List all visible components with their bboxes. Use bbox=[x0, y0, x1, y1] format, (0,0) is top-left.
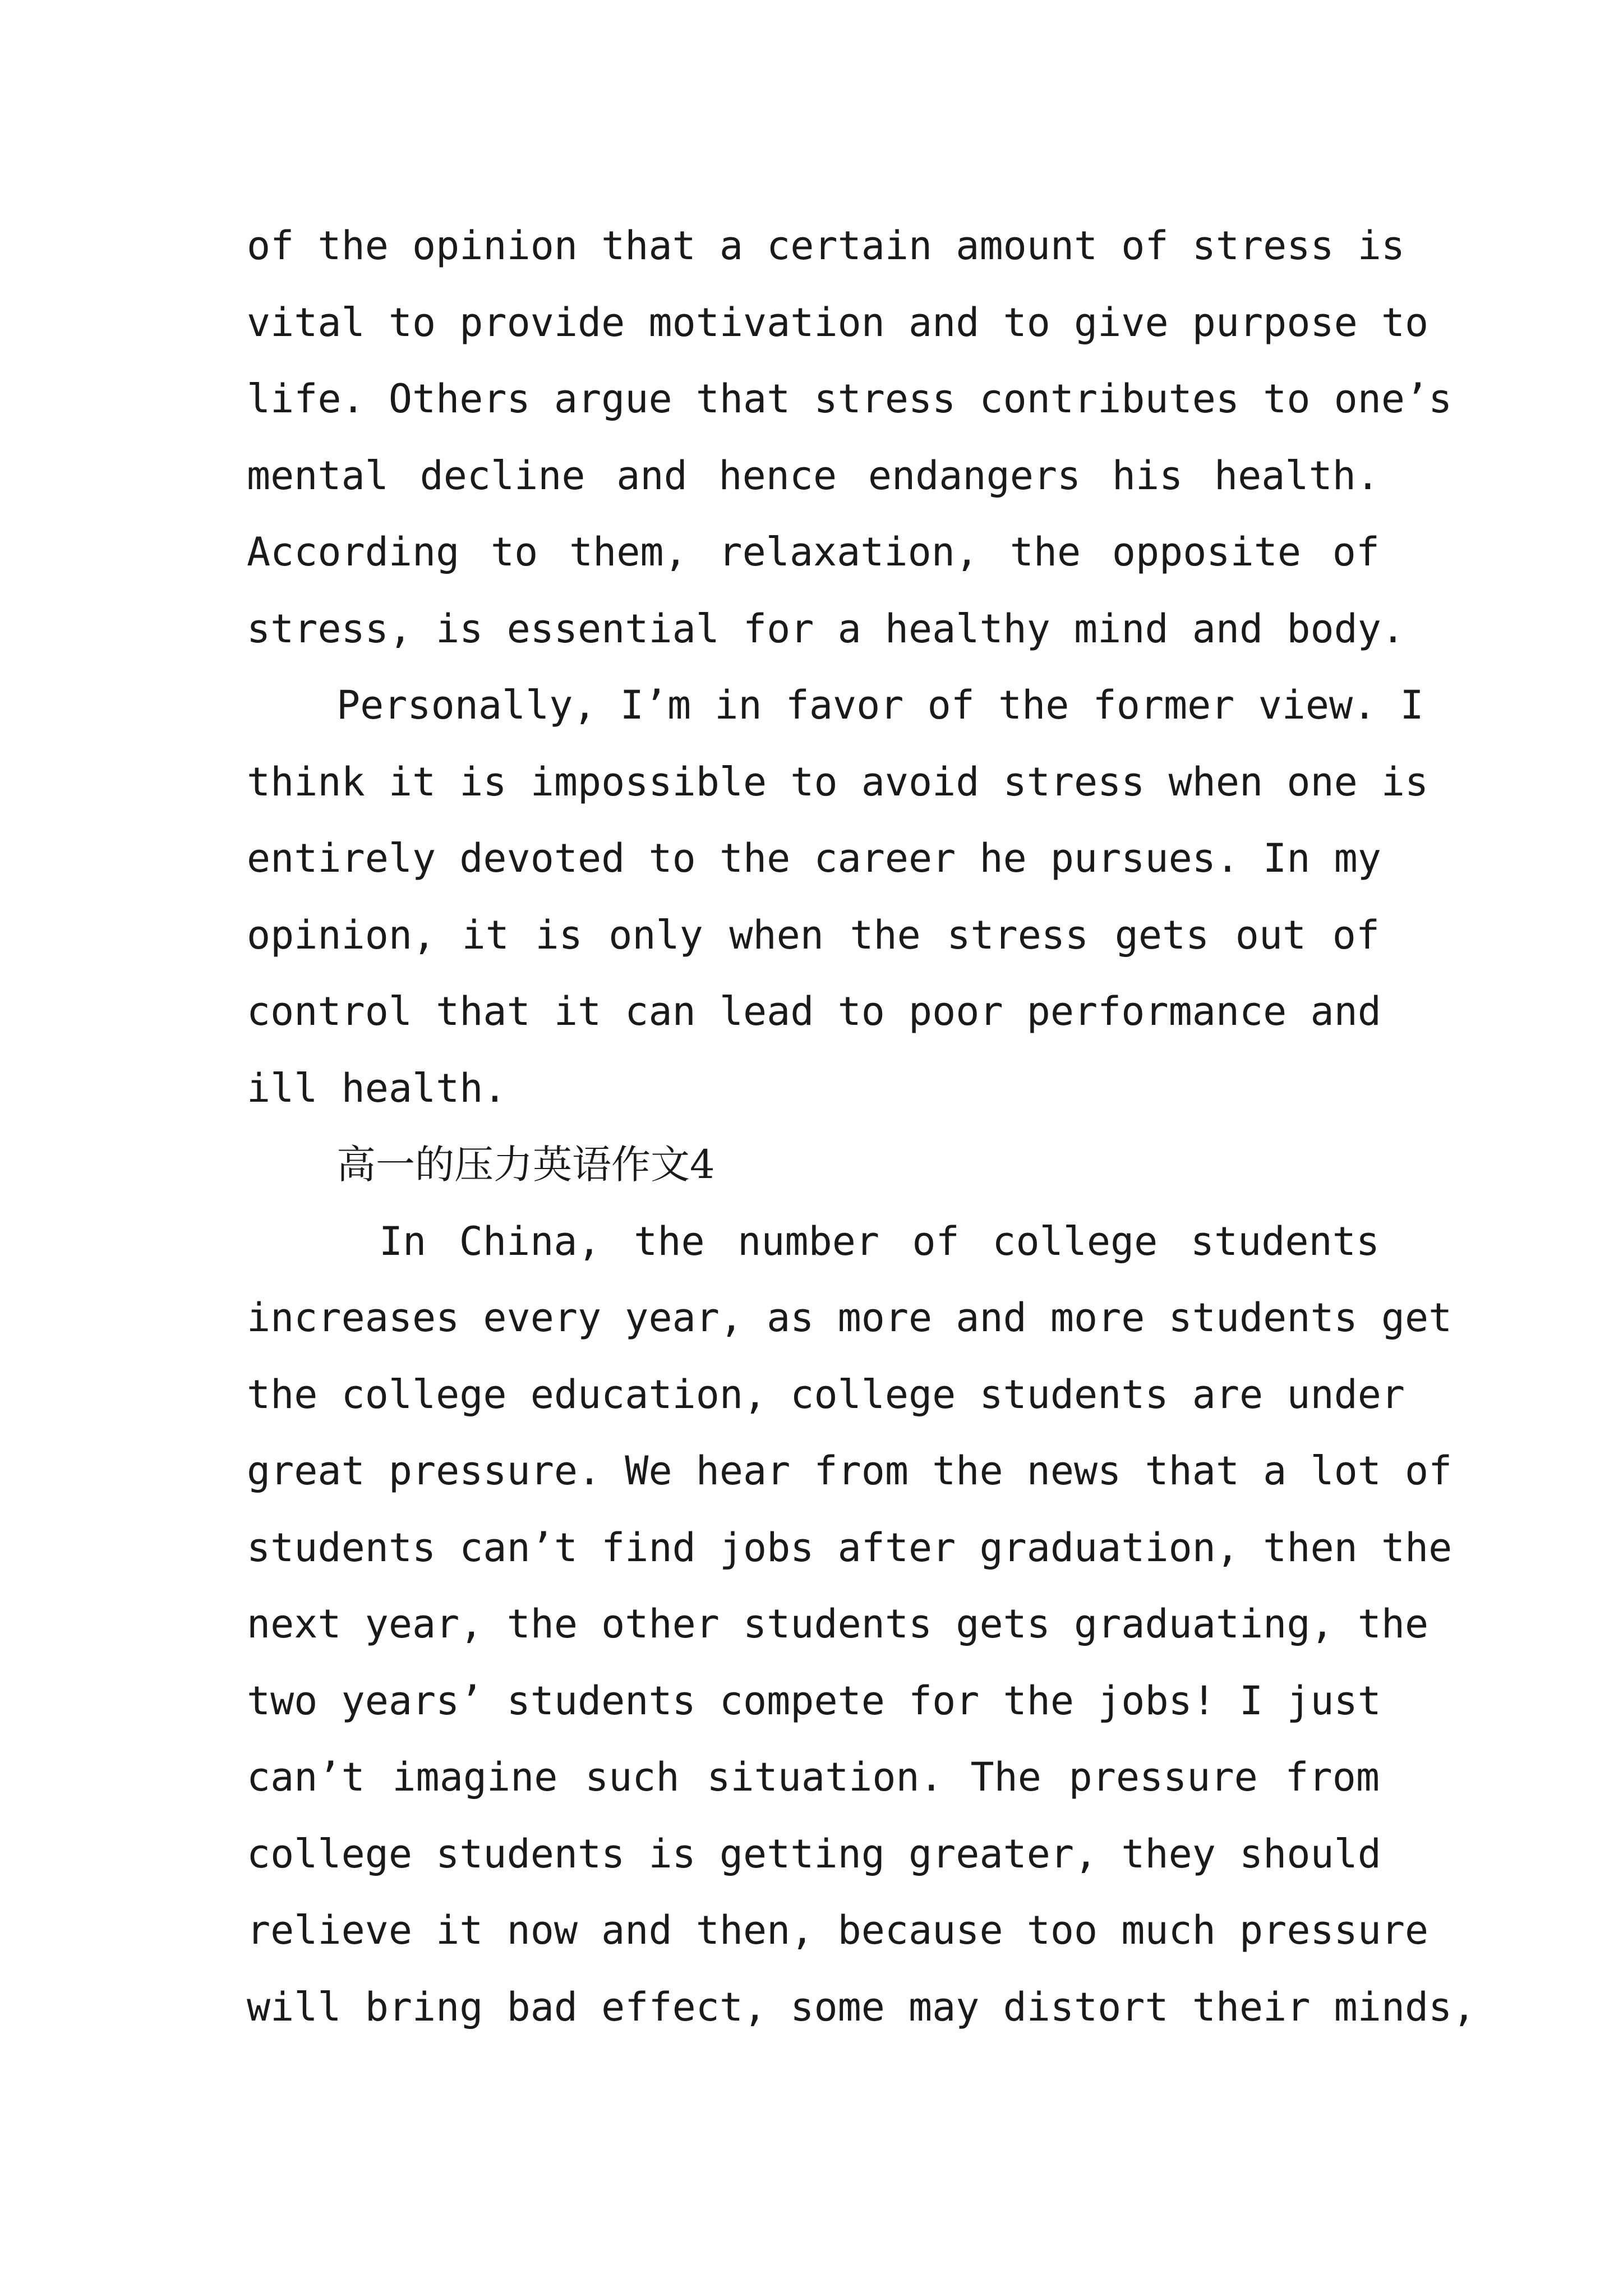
paragraph-2-line: Personally, I’m in favor of the former view. I bbox=[336, 682, 1424, 728]
paragraph-1-line: stress, is essential for a healthy mind and body. bbox=[247, 605, 1405, 652]
paragraph-3-line: college students is getting greater, they should bbox=[247, 1830, 1381, 1877]
paragraph-3-line: great pressure. We hear from the news that a lot of bbox=[247, 1448, 1453, 1494]
paragraph-2-line: control that it can lead to poor performance and bbox=[247, 988, 1381, 1034]
paragraph-1-line: life. Others argue that stress contributes to one’s bbox=[247, 376, 1453, 422]
section-heading: 高一的压力英语作文4 bbox=[336, 1142, 715, 1188]
paragraph-2-line: entirely devoted to the career he pursues. In my bbox=[247, 835, 1381, 881]
paragraph-3-line: relieve it now and then, because too much pressure bbox=[247, 1907, 1429, 1953]
paragraph-3-line: two years’ students compete for the jobs! I just bbox=[247, 1677, 1381, 1724]
paragraph-3-line: next year, the other students gets graduating, the bbox=[247, 1601, 1429, 1647]
paragraph-3-line: will bring bad effect, some may distort their minds, bbox=[247, 1984, 1476, 2030]
document-body bbox=[247, 208, 1476, 2045]
paragraph-3-line: increases every year, as more and more students get bbox=[247, 1295, 1453, 1341]
paragraph-1-line: According to them, relaxation, the opposite of bbox=[247, 529, 1380, 575]
paragraph-2-line: opinion, it is only when the stress gets out of bbox=[247, 912, 1380, 958]
paragraph-3-line: In China, the number of college students bbox=[379, 1218, 1380, 1264]
paragraph-3-line: the college education, college students are under bbox=[247, 1371, 1405, 1418]
paragraph-2-line: ill health. bbox=[247, 1065, 507, 1111]
paragraph-3-line: students can’t find jobs after graduation, then the bbox=[247, 1524, 1453, 1571]
paragraph-1-line: vital to provide motivation and to give purpose to bbox=[247, 299, 1429, 346]
paragraph-3-line: can’t imagine such situation. The pressure from bbox=[247, 1754, 1380, 1800]
paragraph-2-line: think it is impossible to avoid stress when one is bbox=[247, 758, 1429, 805]
paragraph-1-line: mental decline and hence endangers his health. bbox=[247, 452, 1380, 499]
paragraph-1-line: of the opinion that a certain amount of stress is bbox=[247, 223, 1405, 269]
